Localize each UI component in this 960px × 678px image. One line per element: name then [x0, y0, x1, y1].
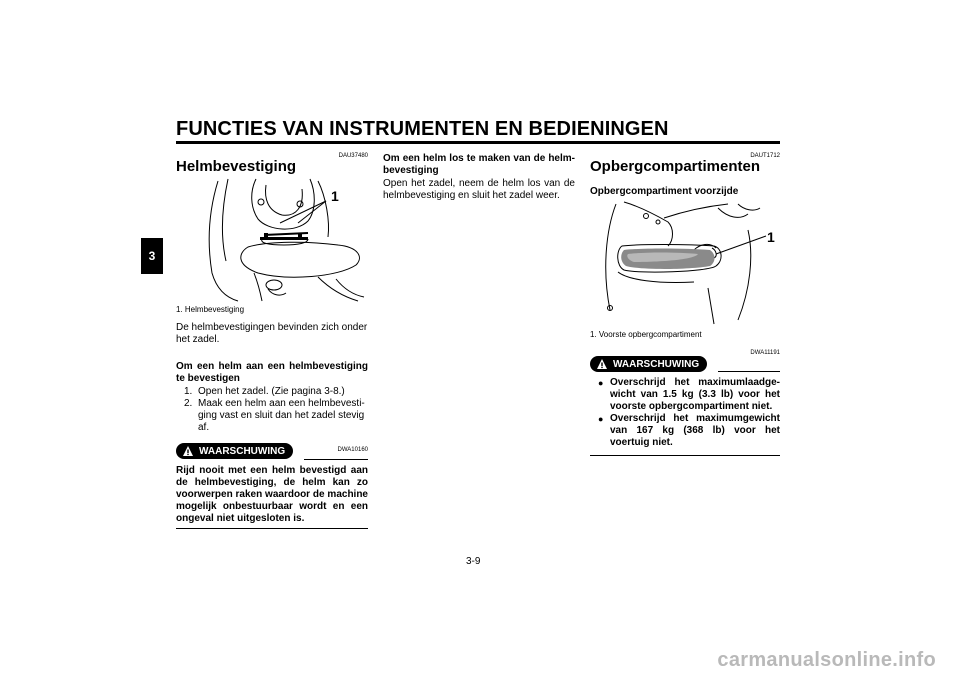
figure-callout-1: 1 — [331, 188, 339, 204]
bullet-dot-icon: ● — [598, 414, 604, 424]
warning-label: WAARSCHUWING — [199, 445, 286, 457]
site-watermark: carmanualsonline.info — [717, 649, 936, 671]
warning-bullets — [598, 377, 780, 449]
front-storage-illustration — [598, 200, 768, 326]
page-header-title: FUNCTIES VAN INSTRUMENTEN EN BEDIENINGEN — [176, 118, 669, 140]
page-number: 3-9 — [466, 556, 481, 567]
bullet-dot-icon: ● — [598, 378, 604, 388]
header-rule — [176, 141, 780, 144]
subheading-detach-helmet: Om een helm los te maken van de helm-bevestiging — [383, 153, 575, 176]
steps-list — [184, 386, 368, 434]
helmet-holder-illustration — [198, 177, 368, 303]
warning-rule-bottom — [590, 455, 780, 456]
figure-callout-1: 1 — [767, 229, 775, 245]
warning-triangle-icon — [596, 358, 608, 370]
section-code: DAU37480 — [338, 153, 368, 159]
warning-text: Rijd nooit met een helm bevestigd aan de helmbevestiging, de helm kan zo voorwerpen raken waardoor de machine mogelijk onbestuurbaar wordt en een ongeval niet uitgesloten is. — [176, 465, 368, 524]
warning-badge — [590, 356, 707, 372]
warning-triangle-icon — [182, 445, 194, 457]
warning-bullet-item — [598, 413, 780, 449]
section-heading-opbergcompartimenten: Opbergcompartimenten — [590, 158, 761, 175]
subheading-attach-helmet: Om een helm aan een helmbevestiging te bevestigen — [176, 361, 368, 384]
warning-label: WAARSCHUWING — [613, 358, 700, 370]
figure-caption: 1. Helmbevestiging — [176, 305, 245, 314]
step-text: Open het zadel. (Zie pagina 3-8.) — [198, 386, 345, 397]
warning-bullet-item — [598, 377, 780, 413]
step-item — [184, 398, 368, 434]
detach-paragraph: Open het zadel, neem de helm los van de helmbevestiging en sluit het zadel weer. — [383, 178, 575, 201]
warning-code: DWA10160 — [337, 447, 368, 453]
section-heading-helmbevestiging: Helmbevestiging — [176, 158, 297, 175]
warning-badge — [176, 443, 293, 459]
bullet-text: Overschrijd het maximumlaadge-wicht van 1.5 kg (3.3 lb) voor het voorste opbergcompartiment niet. — [610, 377, 780, 412]
warning-code: DWA11191 — [750, 350, 780, 356]
warning-rule-bottom — [176, 528, 368, 529]
figure-caption: 1. Voorste opbergcompartiment — [590, 330, 702, 339]
step-number: 2. — [184, 398, 193, 409]
subheading-front-storage: Opbergcompartiment voorzijde — [590, 186, 739, 197]
step-item — [184, 386, 368, 398]
bullet-text: Overschrijd het maximumgewicht van 167 kg (368 lb) voor het voertuig niet. — [610, 413, 780, 448]
intro-paragraph: De helmbevestigingen bevinden zich onder het zadel. — [176, 322, 368, 345]
step-number: 1. — [184, 386, 193, 397]
warning-rule-top — [304, 459, 368, 460]
section-code: DAUT1712 — [750, 153, 780, 159]
warning-rule-top — [718, 371, 780, 372]
chapter-tab: 3 — [141, 238, 163, 274]
step-text: Maak een helm aan een helmbevesti-ging vast en sluit dan het zadel stevig af. — [198, 398, 365, 433]
